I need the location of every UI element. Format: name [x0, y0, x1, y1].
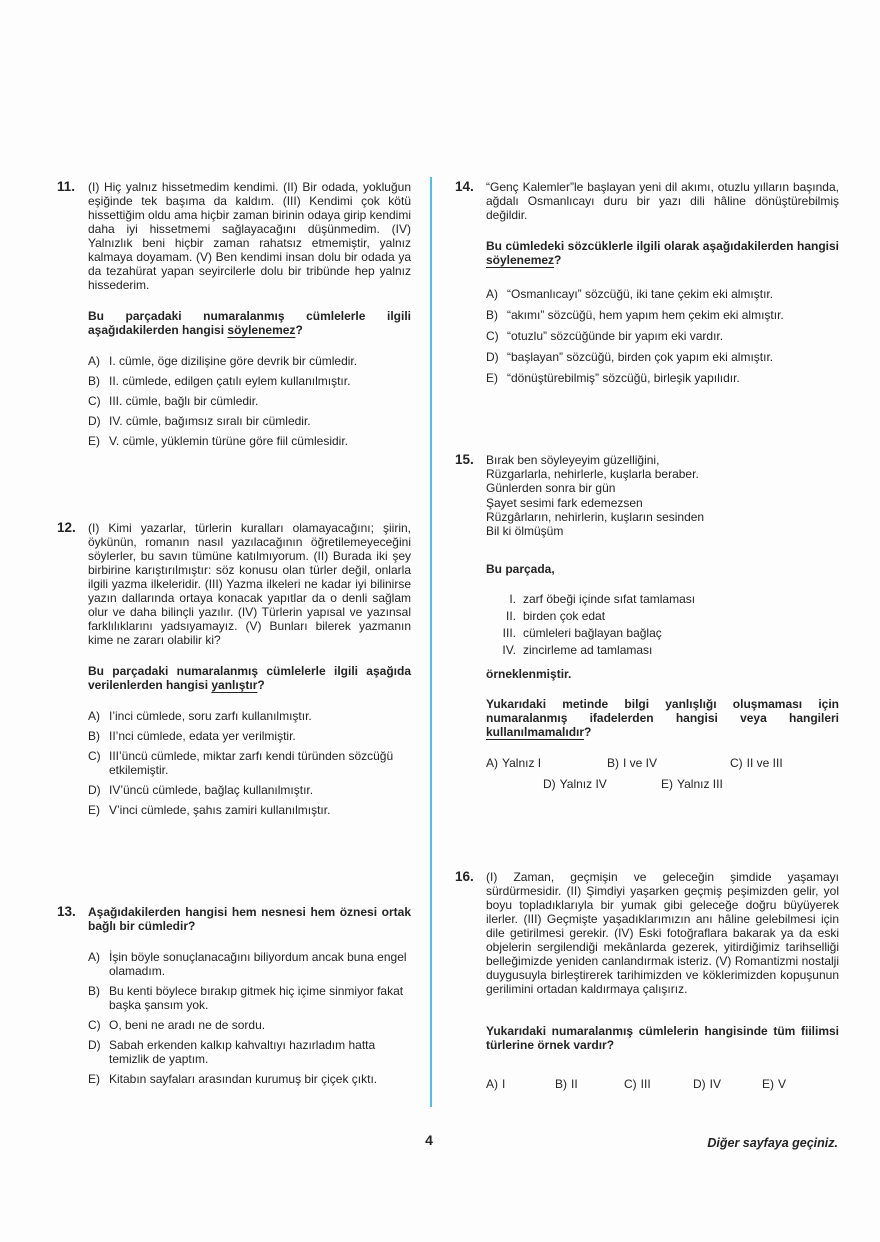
option-row	[624, 1077, 693, 1091]
option-label: D)	[543, 777, 556, 792]
option-text: V. cümle, yüklemin türüne göre fiil cümlesidir.	[109, 434, 348, 448]
question-passage: (I) Kimi yazarlar, türlerin kuralları olamayacağını; şiirin, öykünün, romanın nasıl yazılacağının öğretilemeyeceğini söylerler, bu savın tümüne katılmıyorum. (II) Burada iki şey birbirine karıştırılmıştır: söz konusu olan türler değil, onlarla ilgili yazma ilkeleridir. (III) Yazma ilkeleri ne kadar iyi bilinirse yazın dallarında ortaya konacak yapıtlar da o denli sağlam olur ve daha bilinçli yazılır. (IV) Türlerin yapısal ve yazınsal farklılıklarını yadsıyamayız. (V) Bunları bilerek yazmanın kime ne zararı olabilir ki?	[88, 521, 411, 647]
option-text: II	[571, 1077, 578, 1091]
question-passage: “Genç Kalemler”le başlayan yeni dil akımı, otuzlu yılların başında, ağdalı Osmanlıcayı duru bir yazı dili hâline dönüştürebilmiş değildir.	[486, 180, 839, 222]
option-label: B)	[88, 984, 100, 998]
option-label: D)	[88, 414, 101, 428]
question-block-15	[455, 453, 839, 798]
option-text: III	[640, 1077, 651, 1091]
question-block-16	[455, 870, 839, 1091]
question-stem: Aşağıdakilerden hangisi hem nesnesi hem öznesi ortak bağlı bir cümledir?	[88, 905, 411, 933]
question-block-13	[57, 905, 411, 1092]
option-text: IV	[709, 1077, 722, 1091]
option-label: A)	[486, 287, 498, 301]
option-text: II’nci cümlede, edata yer verilmiştir.	[109, 729, 296, 743]
option-label: A)	[486, 756, 498, 771]
question-stem: Bu parçadaki numaralanmış cümlelerle ilgili aşağıdakilerden hangisi söylenemez?	[88, 309, 411, 337]
underlined-keyword: söylenemez	[486, 253, 555, 267]
option-text: “otuzlu” sözcüğünde bir yapım eki vardır.	[507, 329, 724, 343]
question-number: 13.	[57, 904, 76, 919]
option-label: C)	[624, 1077, 637, 1091]
option-row	[88, 414, 411, 428]
option-row	[88, 1072, 411, 1086]
option-label: A)	[88, 354, 100, 368]
option-label: A)	[88, 950, 100, 964]
option-label: B)	[88, 374, 100, 388]
option-text: “başlayan” sözcüğü, birden çok yapım eki almıştır.	[507, 350, 774, 364]
option-label: B)	[555, 1077, 567, 1091]
options-list	[486, 287, 839, 385]
option-row	[543, 777, 607, 791]
underlined-keyword: kullanılmamalıdır	[486, 725, 585, 740]
option-row	[607, 756, 657, 770]
poem-line: Bırak ben söyleyeyim güzelliğini,	[486, 453, 660, 467]
option-text: II. cümlede, edilgen çatılı eylem kullanılmıştır.	[109, 374, 351, 388]
question-passage: (I) Zaman, geçmişin ve geleceğin şimdide yaşamayı sürdürmesidir. (II) Şimdiyi yaşarken geçmiş peşimizden gelir, yol boyu topladıklarıyla bir yumak gibi geleceğe doğru büyüyerek ilerler. (III) Geçmişte yaşadıklarımızın anı hâline gelebilmesi için dile getirilmesi gerekir. (IV) Eski fotoğraflara bakarak ya da eski objelerin sergilendiği mekânlarda gezerek, yitirdiğimiz tarihselliği belleğimizde yeniden canlandırmak isteriz. (V) Romantizmi nostalji duygusuyla birleştirerek tarihimizden ve köklerimizden kopuşunun gerilimini ortadan kaldırmaya çalışırız.	[486, 870, 839, 996]
option-row	[88, 803, 411, 817]
option-text: III’üncü cümlede, miktar zarfı kendi türünden sözcüğü etkilemiştir.	[109, 749, 394, 777]
item-numeral: I.	[509, 592, 516, 607]
option-row	[486, 350, 839, 364]
option-text: Yalnız III	[677, 777, 723, 792]
option-row	[730, 756, 783, 770]
numbered-item	[490, 626, 839, 640]
option-label: E)	[88, 434, 100, 448]
option-row	[693, 1077, 762, 1091]
poem-line: Rüzgârların, nehirlerin, kuşların sesinden	[486, 509, 705, 524]
option-row	[88, 729, 411, 743]
option-label: C)	[486, 329, 499, 343]
option-row	[88, 1038, 411, 1066]
option-text: V’inci cümlede, şahıs zamiri kullanılmıştır.	[109, 803, 331, 817]
option-label: E)	[88, 803, 100, 817]
options-list	[88, 354, 411, 448]
option-row	[661, 777, 723, 791]
stem-outro: örneklenmiştir.	[486, 667, 572, 682]
option-text: IV’üncü cümlede, bağlaç kullanılmıştır.	[109, 783, 314, 797]
option-text: III. cümle, bağlı bir cümledir.	[109, 394, 259, 408]
option-label: E)	[661, 777, 673, 792]
option-text: Sabah erkenden kalkıp kahvaltıyı hazırladım hatta temizlik de yaptım.	[109, 1038, 376, 1066]
option-text: “dönüştürebilmiş” sözcüğü, birleşik yapılıdır.	[507, 371, 740, 385]
question-stem: Yukarıdaki metinde bilgi yanlışlığı oluşmaması için numaralanmış ifadelerden hangisi veya hangileri kullanılmamalıdır?	[486, 697, 839, 740]
option-label: C)	[730, 756, 743, 771]
option-row	[88, 749, 411, 777]
question-block-12	[57, 521, 411, 823]
poem-line: Günlerden sonra bir gün	[486, 481, 616, 496]
option-row	[486, 308, 839, 322]
option-label: A)	[88, 709, 100, 723]
option-row	[88, 354, 411, 368]
option-label: E)	[762, 1077, 774, 1091]
option-text: I. cümle, öge dizilişine göre devrik bir cümledir.	[109, 354, 358, 368]
options-list	[486, 1077, 839, 1091]
question-number: 15.	[455, 452, 474, 467]
option-label: D)	[693, 1077, 706, 1091]
option-label: B)	[607, 756, 619, 771]
option-label: E)	[88, 1072, 100, 1086]
option-label: C)	[88, 1018, 101, 1032]
option-label: C)	[88, 749, 101, 763]
stem-intro: Bu parçada,	[486, 562, 555, 577]
option-row	[486, 371, 839, 385]
question-block-11	[57, 180, 411, 454]
option-label: B)	[486, 308, 498, 322]
item-numeral: IV.	[502, 643, 516, 658]
option-text: I	[502, 1077, 506, 1091]
option-row	[762, 1077, 786, 1091]
option-text: O, beni ne aradı ne de sordu.	[109, 1018, 266, 1032]
numbered-items	[486, 592, 839, 657]
item-text: zarf öbeği içinde sıfat tamlaması	[523, 592, 696, 607]
option-text: Yalnız IV	[559, 777, 607, 792]
item-text: zincirleme ad tamlaması	[523, 643, 653, 658]
underlined-keyword: söylenemez	[227, 323, 296, 337]
poem-line: Rüzgarlarla, nehirlerle, kuşlarla beraber.	[486, 467, 699, 482]
option-text: I ve IV	[623, 756, 658, 771]
option-text: “akımı” sözcüğü, hem yapım hem çekim eki almıştır.	[507, 308, 784, 322]
question-number: 16.	[455, 869, 474, 884]
option-label: A)	[486, 1077, 498, 1091]
question-passage: (I) Hiç yalnız hissetmedim kendimi. (II) Bir odada, yokluğun eşiğinde tek başıma da kaldım. (III) Kendimi çok kötü hissettiğim oldu ama hiçbir zaman birinin odaya girip kendimi daha iyi hissetmemi sağlayacağını düşünmedim. (IV) Yalnızlık beni hiçbir zaman rahatsız etmemiştir, yalnız kalmaya doyamam. (V) Ben kendimi insan dolu bir odada ya da tezahürat yapan seyircilerle dolu bir tribünde hep yalnız hissederim.	[88, 180, 411, 292]
option-label: D)	[486, 350, 499, 364]
option-row	[486, 287, 839, 301]
option-text: IV. cümle, bağımsız sıralı bir cümledir.	[109, 414, 311, 428]
options-list	[88, 950, 411, 1086]
numbered-item	[490, 643, 839, 657]
option-row	[88, 783, 411, 797]
option-label: B)	[88, 729, 100, 743]
option-row	[88, 1018, 411, 1032]
option-text: II ve III	[746, 756, 783, 771]
item-text: cümleleri bağlayan bağlaç	[523, 626, 662, 641]
option-row	[88, 709, 411, 723]
option-label: E)	[486, 371, 498, 385]
numbered-item	[490, 609, 839, 623]
option-text: Bu kenti böylece bırakıp gitmek hiç içime sinmiyor fakat başka şansım yok.	[109, 984, 404, 1012]
poem-line: Şayet sesimi fark edemezsen	[486, 495, 643, 510]
item-numeral: II.	[505, 609, 516, 624]
numbered-item	[490, 592, 839, 606]
item-text: birden çok edat	[523, 609, 606, 624]
question-number: 12.	[57, 520, 76, 535]
option-row	[486, 1077, 555, 1091]
question-number: 14.	[455, 179, 474, 194]
poem	[486, 453, 839, 538]
column-divider	[430, 177, 432, 1107]
option-text: V	[778, 1077, 787, 1091]
question-stem: Yukarıdaki numaralanmış cümlelerin hangisinde tüm fiilimsi türlerine örnek vardır?	[486, 1024, 839, 1052]
footer-note: Diğer sayfaya geçiniz.	[707, 1136, 838, 1150]
option-row	[486, 329, 839, 343]
options-list	[88, 709, 411, 817]
option-label: C)	[88, 394, 101, 408]
option-row	[486, 756, 541, 770]
option-text: Yalnız I	[502, 756, 542, 771]
item-numeral: III.	[502, 626, 516, 641]
page-number: 4	[425, 1132, 433, 1148]
question-number: 11.	[57, 179, 76, 194]
option-text: İşin böyle sonuçlanacağını biliyordum ancak buna engel olamadım.	[109, 950, 407, 978]
question-stem: Bu parçadaki numaralanmış cümlelerle ilgili aşağıda verilenlerden hangisi yanlıştır?	[88, 664, 411, 692]
option-row	[88, 434, 411, 448]
question-block-14	[455, 180, 839, 392]
option-row	[88, 984, 411, 1012]
underlined-keyword: yanlıştır	[211, 678, 258, 692]
option-row	[88, 394, 411, 408]
poem-line: Bil ki ölmüşüm	[486, 524, 564, 539]
option-row	[88, 374, 411, 388]
option-label: D)	[88, 1038, 101, 1052]
question-stem: Bu cümledeki sözcüklerle ilgili olarak aşağıdakilerden hangisi söylenemez?	[486, 239, 839, 267]
option-label: D)	[88, 783, 101, 797]
options-list	[486, 756, 839, 798]
option-row	[555, 1077, 624, 1091]
option-text: “Osmanlıcayı” sözcüğü, iki tane çekim eki almıştır.	[507, 287, 774, 301]
option-text: I’inci cümlede, soru zarfı kullanılmıştır.	[109, 709, 312, 723]
option-row	[88, 950, 411, 978]
option-text: Kitabın sayfaları arasından kurumuş bir çiçek çıktı.	[109, 1072, 378, 1086]
